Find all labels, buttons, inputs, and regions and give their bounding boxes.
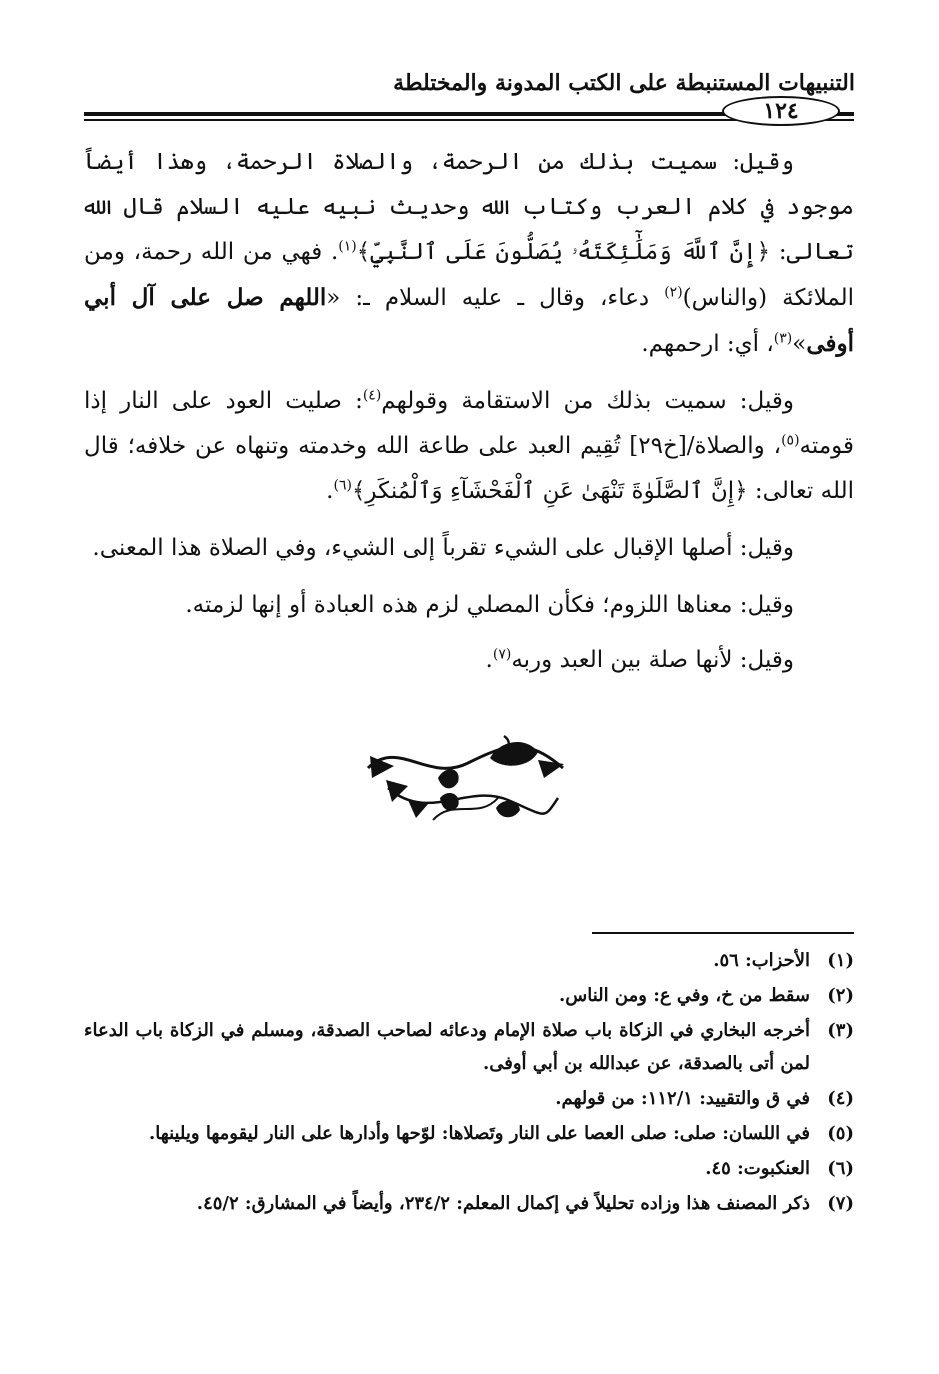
footnote-ref-1: (١) <box>338 238 357 255</box>
paragraph-2-text-c: ، والصلاة/[خ٢٩] تُقِيم العبد على طاعة الله وخدمته وتنهاه عن خلافه؛ قال الله تعالى: ﴿إِنَّ ٱلصَّلَوٰةَ تَنْهَىٰ عَنِ ٱلْفَحْشَآءِ وَٱلْمُنكَرِ﴾ <box>84 433 854 504</box>
paragraph-1-text-a: وقيل: سميت بذلك من الرحمة، والصلاة الرحمة، وهذا أيضاً موجود في كلام العرب وكتاب الله وحديث نبيه عليه السلام قال الله تعالى: ﴿إِنَّ ٱللَّهَ وَمَلَٰٓئِكَتَهُۥ يُصَلُّونَ عَلَى ٱلنَّبِيِّ﴾ <box>84 149 854 265</box>
paragraph-3: وقيل: أصلها الإقبال على الشيء تقرباً إلى الشيء، وفي الصلاة هذا المعنى. <box>92 535 794 561</box>
paragraph-5-text-a: وقيل: لأنها صلة بين العبد وربه <box>511 647 794 673</box>
paragraph-2 <box>84 379 854 514</box>
footnote-item <box>84 1082 854 1115</box>
paragraph-1-text-e: ، أي: ارحمهم. <box>641 331 774 357</box>
footnote-item <box>84 979 854 1012</box>
footnote-number: (٦) <box>827 1158 854 1179</box>
paragraph-1-text-c: دعاء، وقال ـ عليه السلام ـ: « <box>326 285 665 311</box>
footnote-number: (٤) <box>827 1088 854 1109</box>
footnote-ref-2: (٢) <box>664 284 683 301</box>
hadith-quote: اللهم صل على آل أبي أوفى <box>84 284 854 357</box>
paragraph-1-text-b: . فهي من الله رحمة، ومن الملائكة (والناس) <box>84 239 854 311</box>
page-number: ١٢٤ <box>722 96 840 126</box>
paragraph-2-text-d: . <box>326 478 334 504</box>
footnote-item <box>84 1152 854 1185</box>
footnote-ref-6: (٦) <box>333 477 352 494</box>
footnotes <box>84 944 854 1222</box>
main-text <box>84 140 854 693</box>
paragraph-4: وقيل: معناها اللزوم؛ فكأن المصلي لزم هذه العبادة أو إنها لزمته. <box>185 592 794 618</box>
footnote-item <box>84 1117 854 1150</box>
footnote-ref-4: (٤) <box>362 387 382 404</box>
footnote-number: (٧) <box>827 1193 854 1214</box>
footnote-text: الأحزاب: ٥٦. <box>713 950 810 971</box>
paragraph-1 <box>84 140 854 367</box>
footnote-ref-5: (٥) <box>781 432 800 449</box>
paragraph-2-text-a: وقيل: سميت بذلك من الاستقامة وقولهم <box>381 388 795 414</box>
footnote-number: (٥) <box>827 1123 854 1144</box>
paragraph-5 <box>84 638 854 683</box>
paragraph-2-text-b: : صليت العود على النار إذا قومته <box>84 388 855 459</box>
floral-ornament-icon <box>358 728 574 828</box>
footnote-text: أخرجه البخاري في الزكاة باب صلاة الإمام ودعائه لصاحب الصدقة، ومسلم في الزكاة باب الدعاء لمن أتى بالصدقة، عن عبدالله بن أبي أوفى. <box>84 1020 810 1074</box>
footnote-text: في ق والتقييد: ١١٢/١: من قولهم. <box>555 1088 810 1109</box>
footnote-number: (١) <box>827 950 854 971</box>
footnote-item <box>84 1014 854 1080</box>
footnote-text: في اللسان: صلى: صلى العصا على النار وتَصلاها: لوّحها وأدارها على النار ليقومها ويلينها. <box>149 1123 810 1144</box>
footnote-item <box>84 944 854 977</box>
footnote-text: العنكبوت: ٤٥. <box>705 1158 810 1179</box>
footnote-separator <box>592 932 854 934</box>
footnote-text: سقط من خ، وفي ع: ومن الناس. <box>558 985 810 1006</box>
footnote-text: ذكر المصنف هذا وزاده تحليلاً في إكمال المعلم: ٢٣٤/٢، وأيضاً في المشارق: ٤٥/٢. <box>196 1193 810 1214</box>
footnote-item <box>84 1187 854 1220</box>
footnote-ref-7: (٧) <box>492 646 512 663</box>
paragraph-1-text-d: » <box>792 331 807 357</box>
footnote-ref-3: (٣) <box>773 330 793 347</box>
footnote-number: (٢) <box>827 985 854 1006</box>
footnote-number: (٣) <box>827 1020 854 1041</box>
paragraph-5-text-b: . <box>485 647 493 673</box>
running-header-title: التنبيهات المستنبطة على الكتب المدونة والمختلطة <box>393 70 855 96</box>
